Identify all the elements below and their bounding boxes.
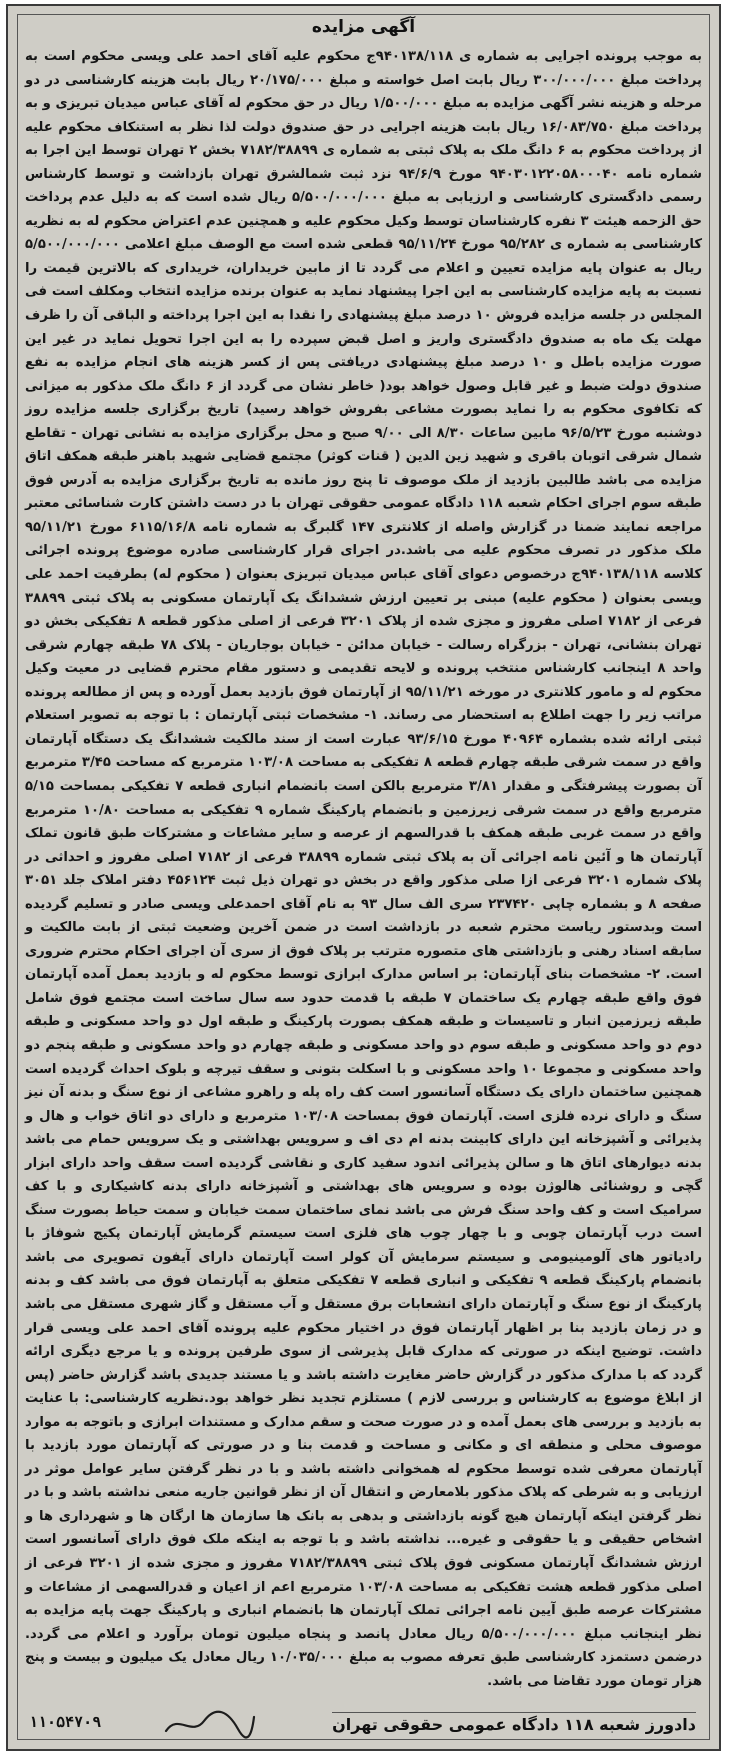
signature-line: دادورز شعبه ۱۱۸ دادگاه عمومی حقوقی تهران — [332, 1712, 696, 1734]
notice-footer — [25, 1710, 702, 1736]
notice-body: به موجب پرونده اجرایی به شماره ی ۹۴۰۱۳۸/۱۱۸ج محکوم علیه آقای احمد علی ویسی محکوم است به پرداخت مبلغ ۳۰۰/۰۰۰/۰۰۰ ریال بابت اصل خواسته و مبلغ ۲۰/۱۷۵/۰۰۰ ریال بابت هزینه کارشناسی در دو مرحله و هزینه نشر آگهی مزایده به مبلغ ۱/۵۰۰/۰۰۰ ریال در حق محکوم له آقای عباس میدیان تبریزی و به پرداخت مبلغ ۱۶/۰۸۳/۷۵۰ ریال بابت هزینه اجرایی در حق صندوق دولت لذا نظر به استنکاف محکوم علیه از پرداخت محکوم به ۶ دانگ ملک به پلاک ثبتی به شماره ی ۷۱۸۲/۳۸۸۹۹ بخش ۲ تهران توسط این اجرا به شماره نامه ۹۴۰۳۰۱۲۲۰۵۸۰۰۰۴۰ مورخ ۹۴/۶/۹ نزد ثبت شمالشرق تهران بازداشت و توسط کارشناس رسمی دادگستری کارشناسی و ارزیابی به مبلغ ۵/۵۰۰/۰۰۰/۰۰۰ ریال شده است که به دلیل عدم پرداخت حق الزحمه هیئت ۳ نفره کارشناسان توسط وکیل محکوم علیه و همچنین عدم اعتراض محکوم له به نظریه کارشناسی به شماره ی ۹۵/۲۸۲ مورخ ۹۵/۱۱/۲۴ قطعی شده است مع الوصف مبلغ اعلامی ۵/۵۰۰/۰۰۰/۰۰۰ ریال به عنوان پایه مزایده تعیین و اعلام می گردد تا از مابین خریداران، خریداری که بالاترین قیمت را نسبت به پایه مزایده کارشناسی به این اجرا پیشنهاد نماید به عنوان برنده مزایده انتخاب ومکلف است فی المجلس در جلسه مزایده فروش ۱۰ درصد مبلغ پیشنهادی را نقدا به این اجرا پرداخته و الباقی آن را ظرف مهلت یک ماه به صندوق دادگستری واریز و اصل قبض سپرده را به این اجرا تحویل نماید در غیر این صورت مزایده باطل و ۱۰ درصد مبلغ پیشنهادی دریافتی پس از کسر هزینه های انجام مزایده به نفع صندوق دولت ضبط و غیر قابل وصول خواهد بود( خاطر نشان می گردد از ۶ دانگ ملک مذکور به میزانی که تکافوی محکوم به را نماید بصورت مشاعی بفروش خواهد رسید) تاریخ برگزاری جلسه مزایده روز دوشنبه مورخ ۹۶/۵/۲۳ مابین ساعات ۸/۳۰ الی ۹/۰۰ صبح و محل برگزاری مزایده به نشانی تهران - تقاطع شمال شرقی اتوبان باقری و شهید زین الدین ( قنات کوثر) مجتمع قضایی شهید باهنر طبقه همکف اتاق مزایده می باشد طالبین بازدید از ملک موصوف تا پنج روز مانده به تاریخ برگزاری مزایده به آدرس فوق طبقه سوم اجرای احکام شعبه ۱۱۸ دادگاه عمومی حقوقی تهران با در دست داشتن کارت شناسائی معتبر مراجعه نمایند ضمنا در گزارش واصله از کلانتری ۱۴۷ گلبرگ به شماره نامه ۶۱۱۵/۱۶/۸ مورخ ۹۵/۱۱/۲۱ ملک مذکور در تصرف محکوم علیه می باشد.در اجرای قرار کارشناسی صادره موضوع پرونده اجرائی کلاسه ۹۴۰۱۳۸/۱۱۸ج درخصوص دعوای آقای عباس میدیان تبریزی بعنوان ( محکوم له) بطرفیت احمد علی ویسی بعنوان ( محکوم علیه) مبنی بر تعیین ارزش ششدانگ یک آپارتمان مسکونی به پلاک ثبتی ۳۸۸۹۹ فرعی از ۷۱۸۲ اصلی مفروز و مجزی شده از پلاک ۳۲۰۱ فرعی از اصلی مذکور قطعه ۸ تفکیکی بخش دو تهران بنشانی، تهران - بزرگراه رسالت - خیابان مدائن - خیابان بوجاریان - پلاک ۷۸ طبقه چهارم شرقی واحد ۸ اینجانب کارشناس منتخب پرونده و لایحه تقدیمی و دستور مقام محترم قضایی در معیت وکیل محکوم له و مامور کلانتری در مورخه ۹۵/۱۱/۲۱ از آپارتمان فوق بازدید بعمل آورده و پس از مطالعه پرونده مراتب زیر را جهت اطلاع به استحضار می رساند. ۱- مشخصات ثبتی آپارتمان : با توجه به تصویر استعلام ثبتی ارائه شده بشماره ۴۰۹۶۴ مورخ ۹۳/۶/۱۵ عبارت است از سند مالکیت ششدانگ یک دستگاه آپارتمان واقع در سمت شرقی طبقه چهارم قطعه ۸ تفکیکی به مساحت ۱۰۳/۰۸ مترمربع که مساحت ۳/۴۵ مترمربع آن بصورت پیشرفتگی و مقدار ۳/۸۱ مترمربع بالکن است بانضمام انباری قطعه ۷ تفکیکی بمساحت ۵/۱۵ مترمربع واقع در سمت شرقی زیرزمین و بانضمام پارکینگ شماره ۹ تفکیکی به مساحت ۱۰/۸۰ مترمربع واقع در سمت غربی طبقه همکف با قدرالسهم از عرصه و سایر مشاعات و مشترکات طبق قانون تملک آپارتمان ها و آئین نامه اجرائی آن به پلاک ثبتی شماره ۳۸۸۹۹ فرعی از ۷۱۸۲ اصلی مفروز و احداثی در پلاک شماره ۳۲۰۱ فرعی ازا صلی مذکور واقع در بخش دو تهران ذیل ثبت ۴۵۶۱۲۴ دفتر املاک جلد ۳۰۵۱ صفحه ۸ و بشماره چاپی ۲۳۷۴۲۰ سری الف سال ۹۳ به نام آقای احمدعلی ویسی صادر و تسلیم گردیده است وبدستور ریاست محترم شعبه در بازداشت است در ضمن آخرین وضعیت ثبتی از بابت مالکیت و سابقه اسناد رهنی و بازداشتی های متصوره مترتب بر پلاک فوق از سری آن اجرای احکام محترم ضروری است. ۲- مشخصات بنای آپارتمان: بر اساس مدارک ابرازی توسط محکوم له و بازدید بعمل آمده آپارتمان فوق واقع طبقه چهارم یک ساختمان ۷ طبقه با قدمت حدود سه سال ساخت است مجتمع فوق شامل طبقه زیرزمین انبار و تاسیسات و طبقه همکف بصورت پارکینگ و طبقه اول دو واحد مسکونی و طبقه دوم دو واحد مسکونی و طبقه سوم دو واحد مسکونی و طبقه چهارم دو واحد مسکونی و طبقه پنجم دو واحد مسکونی و مجموعا ۱۰ واحد مسکونی و با اسکلت بتونی و سقف تیرچه و بلوک احداث گردیده است همچنین ساختمان دارای یک دستگاه آسانسور است کف راه پله و راهرو مشاعی از نوع سنگ و بدنه آن نیز سنگ و دارای نرده فلزی است. آپارتمان فوق بمساحت ۱۰۳/۰۸ مترمربع و دارای دو اتاق خواب و هال و پذیرائی و آشپزخانه این دارای کابینت بدنه ام دی اف و سرویس بهداشتی و یک سرویس حمام می باشد بدنه دیوارهای اتاق ها و سالن پذیرائی اندود سفید کاری و نقاشی گردیده است سقف واحد دارای ابزار گچی و روشنائی هالوژن بوده و سرویس های بهداشتی و آشپزخانه دارای بدنه کاشیکاری و با کف سرامیک است و کف واحد سنگ فرش می باشد نمای ساختمان سمت خیابان و سمت حیاط بصورت سنگ است درب آپارتمان چوبی و با چهار چوب های فلزی است سیستم گرمایش آپارتمان پکیج شوفاژ با رادیاتور های آلومینیومی و سیستم سرمایش آن کولر است آپارتمان دارای آیفون تصویری می باشد بانضمام پارکینگ قطعه ۹ تفکیکی و انباری قطعه ۷ تفکیکی متعلق به آپارتمان فوق می باشد کف و بدنه پارکینگ از نوع سنگ و آپارتمان دارای انشعابات برق مستقل و آب مستقل و گاز شهری مستقل می باشد و در زمان بازدید بنا بر اظهار آپارتمان فوق در اختیار محکوم علیه پرونده آقای احمد علی ویسی قرار داشت. توضیح اینکه در صورتی که مدارک قابل پذیرشی از سوی طرفین پرونده و یا مرجع دیگری ارائه گردد که با مدارک مذکور در گزارش حاضر مغایرت داشته باشد و یا مستند جدیدی باشد گزارش حاضر (پس از ابلاغ موضوع به کارشناس و بررسی لازم ) مستلزم تجدید نظر خواهد بود.نظریه کارشناسی: با عنایت به بازدید و بررسی های بعمل آمده و در صورت صحت و سقم مدارک و مستندات ابرازی و باتوجه به موارد موصوف محلی و منطقه ای و مکانی و مساحت و قدمت بنا و در صورتی که آپارتمان مورد بازدید با آپارتمان معرفی شده توسط محکوم له همخوانی داشته باشد و با در نظر گرفتن سایر عوامل موثر در ارزیابی و به شرطی که پلاک مذکور بلامعارض و انتقال آن از نظر قوانین جاریه منعی نداشته باشد و با در نظر گرفتن اینکه آپارتمان هیچ گونه بازداشتی و بدهی به بانک ها سازمان ها ارگان ها و شهرداری ها و اشخاص حقیقی و یا حقوقی و غیره... نداشته باشد و با توجه به اینکه ملک فوق دارای آسانسور است ارزش ششدانگ آپارتمان مسکونی فوق پلاک ثبتی ۷۱۸۲/۳۸۸۹۹ مفروز و مجزی شده از ۳۲۰۱ فرعی از اصلی مذکور قطعه هشت تفکیکی به مساحت ۱۰۳/۰۸ مترمربع اعم از اعیان و قدرالسهمی از مشاعات و مشترکات عرصه طبق آیین نامه اجرائی تملک آپارتمان ها بانضمام انباری و پارکینگ جهت پایه مزایده به نظر اینجانب مبلغ ۵/۵۰۰/۰۰۰/۰۰۰ ریال معادل پانصد و پنجاه میلیون تومان برآورد و اعلام می گردد. درضمن دستمزد کارشناسی طبق تعرفه مصوب به مبلغ ۱۰/۰۳۵/۰۰۰ ریال معادل یک میلیون و بیست و پنج هزار تومان مورد تقاضا می باشد. — [25, 49, 703, 1689]
notice-frame — [17, 14, 710, 1740]
handwritten-mark — [158, 1703, 258, 1743]
notice-title: آگهی مزایده — [311, 17, 416, 37]
reference-number: ۱۱۰۵۴۷۰۹ — [29, 1713, 102, 1731]
newspaper-clipping — [6, 4, 721, 1751]
